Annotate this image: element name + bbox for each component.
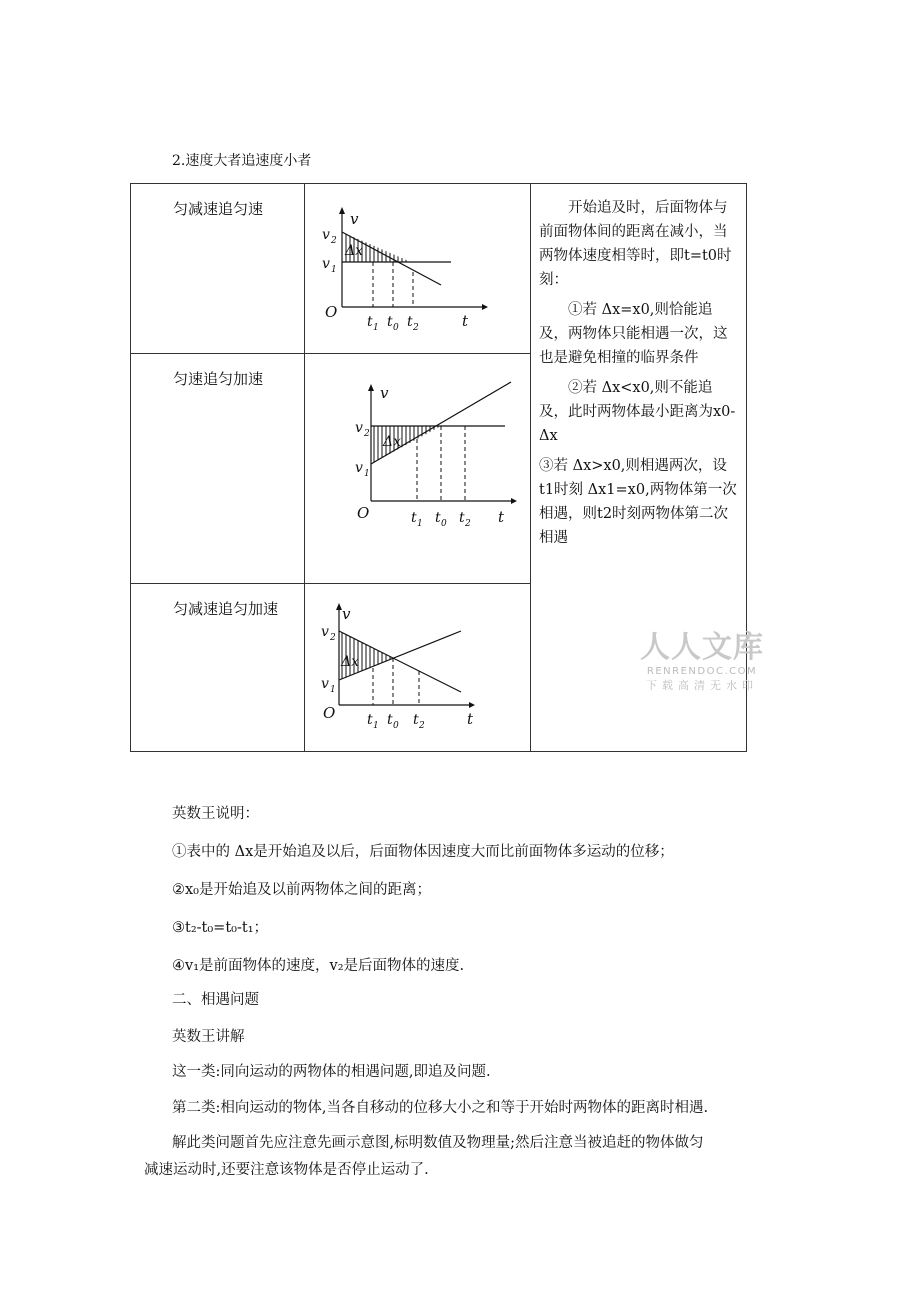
graph-uniform-vs-accel	[305, 354, 531, 584]
graph-cell-2	[305, 354, 531, 584]
svg-text:t: t	[435, 510, 441, 526]
row-label-2: 匀速追匀加速	[131, 354, 305, 584]
svg-text:t: t	[407, 314, 413, 330]
svg-text:2: 2	[413, 323, 419, 333]
svg-text:t: t	[387, 314, 393, 330]
svg-text:t: t	[413, 712, 419, 728]
svg-text:t: t	[387, 712, 393, 728]
section2-title: 二、相遇问题	[172, 992, 259, 1008]
graph-decel-vs-accel	[305, 584, 531, 752]
svg-text:t: t	[467, 710, 474, 728]
graph-cell-3	[305, 584, 531, 752]
graph-cell-1	[305, 184, 531, 354]
watermark-site: RENRENDOC.COM	[646, 666, 758, 677]
note-4: ④v₁是前面物体的速度，v₂是后面物体的速度.	[172, 958, 465, 974]
svg-text:1: 1	[330, 685, 336, 695]
svg-text:0: 0	[441, 519, 447, 529]
svg-text:O: O	[357, 504, 370, 522]
watermark	[640, 622, 764, 693]
svg-text:v: v	[355, 420, 363, 436]
svg-text:v: v	[321, 676, 329, 692]
svg-text:2: 2	[364, 429, 370, 439]
note-2: ②x₀是开始追及以前两物体之间的距离；	[172, 882, 431, 898]
svg-text:2: 2	[419, 721, 425, 731]
note-3: ③t₂-t₀=t₀-t₁；	[172, 920, 269, 936]
note-1: ①表中的 Δx是开始追及以后，后面物体因速度大而比前面物体多运动的位移；	[172, 844, 674, 860]
svg-text:v: v	[355, 460, 363, 476]
svg-text:1: 1	[373, 721, 379, 731]
svg-text:Δx: Δx	[383, 434, 402, 450]
svg-text:t: t	[462, 312, 469, 330]
svg-text:0: 0	[393, 323, 399, 333]
section2-paragraph-3b: 减速运动时,还要注意该物体是否停止运动了.	[144, 1162, 429, 1178]
row-label-1: 匀减速追匀速	[131, 184, 305, 354]
svg-text:O: O	[323, 704, 336, 722]
row-label-3: 匀减速追匀加速	[131, 584, 305, 752]
explanation-case-2: ②若 Δx<x0,则不能追及，此时两物体最小距离为x0-Δx	[539, 380, 736, 444]
svg-text:t: t	[498, 508, 505, 526]
svg-text:2: 2	[330, 633, 336, 643]
explanation-case-1: ①若 Δx=x0,则恰能追及，两物体只能相遇一次，这也是避免相撞的临界条件	[539, 302, 728, 366]
explanation-case-3: ③若 Δx>x0,则相遇两次，设t1时刻 Δx1=x0,两物体第一次相遇，则t2时刻两物体第二次相遇	[539, 458, 737, 546]
explanation-intro: 开始追及时，后面物体与前面物体间的距离在减小，当两物体速度相等时，即t=t0时刻：	[539, 200, 732, 288]
svg-text:1: 1	[373, 323, 379, 333]
watermark-tagline: 下载高清无水印	[646, 679, 758, 692]
section2-paragraph-3a: 解此类问题首先应注意先画示意图,标明数值及物理量;然后注意当被追赶的物体做匀	[172, 1135, 704, 1151]
svg-text:v: v	[380, 384, 389, 402]
watermark-title: 人人文库	[640, 630, 764, 665]
origin-label: O	[325, 303, 338, 321]
svg-text:0: 0	[393, 721, 399, 731]
svg-text:t: t	[459, 510, 465, 526]
v2-label: v	[322, 227, 330, 243]
graph-decel-vs-uniform	[305, 184, 531, 354]
svg-text:Δx: Δx	[341, 654, 360, 670]
svg-text:t: t	[367, 314, 373, 330]
section2-subtitle: 英数王讲解	[172, 1029, 245, 1045]
svg-text:t: t	[367, 712, 373, 728]
notes-block	[172, 804, 812, 994]
svg-text:1: 1	[417, 519, 423, 529]
section-heading: 2.速度大者追速度小者	[172, 153, 312, 169]
axis-v-label: v	[350, 210, 359, 228]
svg-text:v: v	[342, 605, 351, 623]
svg-text:v: v	[321, 624, 329, 640]
notes-title: 英数王说明：	[172, 806, 259, 822]
svg-text:2: 2	[465, 519, 471, 529]
svg-text:1: 1	[364, 469, 370, 479]
svg-text:2: 2	[331, 236, 337, 246]
v1-label: v	[322, 256, 330, 272]
svg-text:t: t	[411, 510, 417, 526]
delta-x-label: Δx	[345, 243, 364, 259]
section2-paragraph-2: 第二类:相向运动的物体,当各自移动的位移大小之和等于开始时两物体的距离时相遇.	[172, 1100, 709, 1116]
svg-text:1: 1	[331, 265, 337, 275]
section2-paragraph-1: 这一类:同向运动的两物体的相遇问题,即追及问题.	[172, 1064, 491, 1080]
